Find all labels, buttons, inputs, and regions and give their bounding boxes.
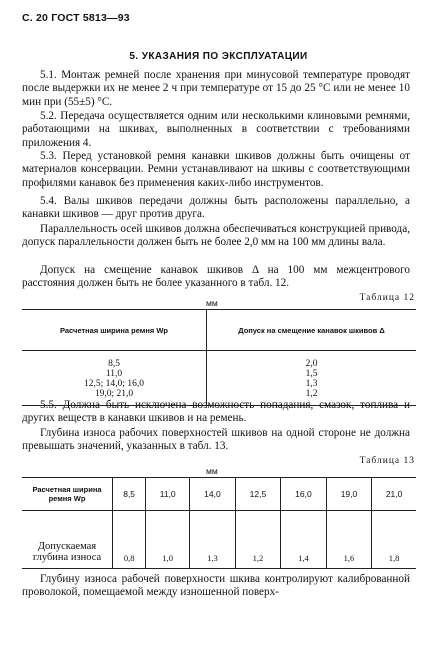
table12-caption: Таблица 12 xyxy=(359,293,415,303)
table13-width-cell: 12,5 xyxy=(235,478,281,511)
table13-depth-cell: 1,6 xyxy=(326,511,372,569)
paragraph-5-3: 5.3. Перед установкой ремня канавки шкивов должны быть очищены от материалов консервации. Ремни устанавливают на шкивы с соответствующими профилями канавок без применения каких-либо инструментов. xyxy=(22,150,410,189)
paragraph-parallelism: Параллельность осей шкивов должна обеспечиваться конструкцией привода, допуск параллельности должен быть не более 2,0 мм на 100 мм длины вала. xyxy=(22,223,410,249)
page-header: С. 20 ГОСТ 5813—93 xyxy=(22,12,130,24)
paragraph-5-5: 5.5. Должна быть исключена возможность попадания, смазок, топлива и других веществ в канавки шкивов и на ремень. xyxy=(22,399,410,425)
table13-width-cell: 14,0 xyxy=(190,478,236,511)
table-12 xyxy=(22,309,416,406)
table13-depth-cell: 1,3 xyxy=(190,511,236,569)
table12-tolerance-cell: 1,2 xyxy=(305,389,318,399)
table12-tolerance-cell: 1,5 xyxy=(305,369,318,379)
table12-tolerance-cell: 2,0 xyxy=(305,359,318,369)
table13-width-cell: 11,0 xyxy=(146,478,190,511)
table12-units: мм xyxy=(206,298,218,308)
table13-depth-cell: 1,4 xyxy=(281,511,327,569)
table12-tolerance-column xyxy=(207,351,417,406)
table12-col1-header: Расчетная ширина ремня Wp xyxy=(22,310,207,351)
table13-row2-label: Допускаемая глубина износа xyxy=(22,511,113,569)
table12-width-cell: 19,0; 21,0 xyxy=(94,389,134,399)
table12-width-cell: 12,5; 14,0; 16,0 xyxy=(84,379,144,389)
paragraph-wear-control: Глубину износа рабочей поверхности шкива контролируют калиброванной проволокой, помещаемой между изношенной поверх- xyxy=(22,573,410,599)
table13-width-cell: 21,0 xyxy=(372,478,416,511)
table13-depth-cell: 1,2 xyxy=(235,511,281,569)
table12-width-cell: 8,5 xyxy=(108,359,120,369)
section-title: 5. УКАЗАНИЯ ПО ЭКСПЛУАТАЦИИ xyxy=(129,51,308,62)
table12-tolerance-cell: 1,3 xyxy=(305,379,318,389)
paragraph-offset-tolerance: Допуск на смещение канавок шкивов Δ на 100 мм межцентрового расстояния должен быть не более указанного в табл. 12. xyxy=(22,264,410,290)
table12-col2-header: Допуск на смещение канавок шкивов Δ xyxy=(207,310,417,351)
table13-width-cell: 8,5 xyxy=(113,478,146,511)
table13-caption: Таблица 13 xyxy=(359,456,415,466)
table12-widths-column xyxy=(22,351,207,406)
table13-depth-cell: 0,8 xyxy=(113,511,146,569)
table13-width-cell: 16,0 xyxy=(281,478,327,511)
paragraph-wear-depth: Глубина износа рабочих поверхностей шкивов на одной стороне не должна превышать значений, указанных в табл. 13. xyxy=(22,427,410,453)
table13-row1-label: Расчетная ширина ремня Wp xyxy=(22,478,113,511)
table13-units: мм xyxy=(206,466,218,476)
table13-depth-cell: 1,8 xyxy=(372,511,416,569)
table-13 xyxy=(22,477,416,569)
paragraph-5-1: 5.1. Монтаж ремней после хранения при минусовой температуре проводят после выдержки их не менее 2 ч при температуре от 15 до 25 °С или не менее 10 мин при (55±5) °С. xyxy=(22,69,410,108)
table13-depth-cell: 1,0 xyxy=(146,511,190,569)
table12-width-cell: 11,0 xyxy=(105,369,123,379)
paragraph-5-2: 5.2. Передача осуществляется одним или несколькими клиновыми ремнями, работающими на шкивах, выполненных в соответствии с требованиями приложения 4. xyxy=(22,110,410,149)
table13-width-cell: 19,0 xyxy=(326,478,372,511)
paragraph-5-4: 5.4. Валы шкивов передачи должны быть расположены параллельно, а канавки шкивов — друг против друга. xyxy=(22,195,410,221)
